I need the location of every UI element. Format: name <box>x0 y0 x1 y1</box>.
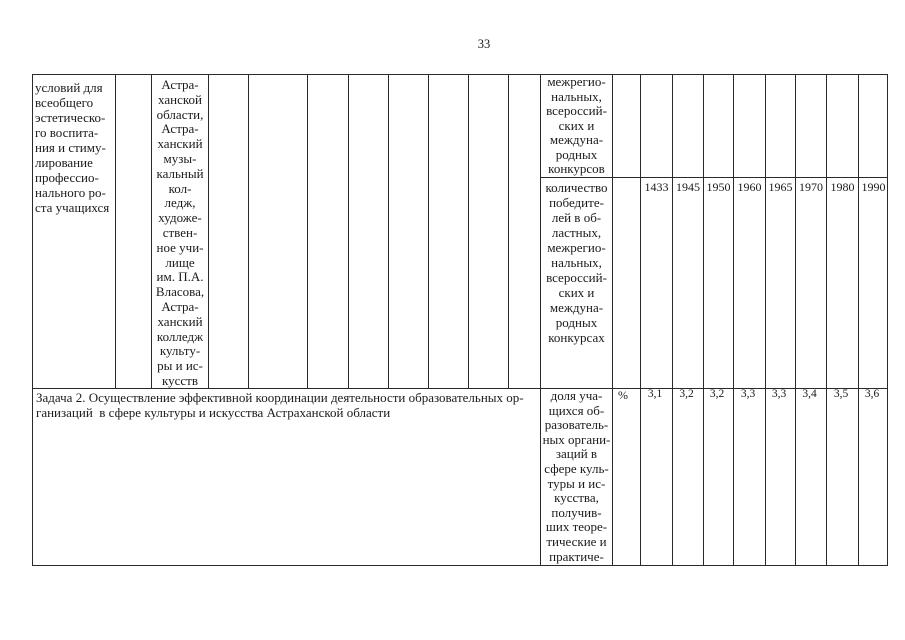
indicator-value: 3,3 <box>740 388 756 400</box>
indicator-value-cell <box>795 177 826 388</box>
indicator-value-cell <box>672 177 703 388</box>
indicator-value: 3,5 <box>833 388 849 400</box>
indicator-cell <box>540 74 612 177</box>
indicator-value: 1960 <box>737 180 762 194</box>
goal-text: условий для всеобщего эстетическо- го воспита- ния и стиму- лирование профессио- нального ро- ста учащихся <box>35 80 110 215</box>
empty-cell <box>248 74 307 388</box>
unit-text: % <box>618 388 628 402</box>
indicator-value-cell <box>795 388 826 566</box>
empty-cell <box>858 74 888 177</box>
empty-cell <box>703 74 733 177</box>
page-number: 33 <box>477 37 491 51</box>
indicator-value: 1990 <box>861 180 886 194</box>
indicator-value-cell <box>826 388 858 566</box>
empty-cell <box>428 74 468 388</box>
executor-text: Астра- ханской области, Астра- ханский музы- кальный кол- ледж, художе- ствен- ное учи- лище им. П.А. Власова, Астра- ханский колледж культу- ры и ис- кусств <box>155 77 205 388</box>
unit-cell <box>612 388 640 566</box>
indicator-value-cell <box>858 177 888 388</box>
task-text: Задача 2. Осуществление эффективной координации деятельности образовательных ор- ганизаций в сфере культуры и искусства Астраханской области <box>36 390 524 420</box>
indicator-value-cell <box>765 177 795 388</box>
indicator-text: доля уча- щихся об- разователь- ных органи- заций в сфере куль- туры и ис- кусства, получив- ших теоре- тические и практиче- <box>542 388 611 564</box>
goal-cell <box>32 74 115 388</box>
indicator-cell <box>540 388 612 566</box>
indicator-value-cell <box>733 177 765 388</box>
indicator-value: 1433 <box>644 180 669 194</box>
empty-cell <box>115 74 151 388</box>
empty-cell <box>795 74 826 177</box>
empty-cell <box>208 74 248 388</box>
empty-cell <box>388 74 428 388</box>
task-cell <box>32 388 540 566</box>
indicator-value-cell <box>672 388 703 566</box>
indicator-value: 1945 <box>676 180 700 194</box>
indicator-value: 3,2 <box>709 388 725 400</box>
program-indicators-table <box>32 74 888 566</box>
indicator-value-cell <box>765 388 795 566</box>
indicator-value-cell <box>703 177 733 388</box>
empty-cell <box>612 74 640 177</box>
empty-cell <box>348 74 388 388</box>
empty-cell <box>672 74 703 177</box>
indicator-value-cell <box>703 388 733 566</box>
indicator-value: 3,1 <box>647 388 663 400</box>
indicator-value-cell <box>826 177 858 388</box>
indicator-value: 3,2 <box>679 388 694 400</box>
indicator-value: 1980 <box>830 180 855 194</box>
empty-cell <box>733 74 765 177</box>
indicator-value: 3,4 <box>802 388 817 400</box>
indicator-value: 1965 <box>768 180 793 194</box>
executor-cell <box>151 74 208 388</box>
indicator-value: 3,6 <box>864 388 880 400</box>
indicator-text: межрегио- нальных, всероссий- ских и междуна- родных конкурсов <box>546 74 607 176</box>
unit-cell <box>612 177 640 388</box>
indicator-value-cell <box>640 177 672 388</box>
indicator-value-cell <box>733 388 765 566</box>
empty-cell <box>826 74 858 177</box>
indicator-cell <box>540 177 612 388</box>
indicator-value: 3,3 <box>771 388 787 400</box>
indicator-value-cell <box>858 388 888 566</box>
indicator-value: 1970 <box>799 180 823 194</box>
empty-cell <box>640 74 672 177</box>
indicator-value: 1950 <box>706 180 731 194</box>
empty-cell <box>307 74 348 388</box>
indicator-text: количество победите- лей в об- ластных, межрегио- нальных, всероссий- ских и междуна- родных конкурсах <box>545 180 608 345</box>
empty-cell <box>508 74 540 388</box>
empty-cell <box>765 74 795 177</box>
indicator-value-cell <box>640 388 672 566</box>
empty-cell <box>468 74 508 388</box>
